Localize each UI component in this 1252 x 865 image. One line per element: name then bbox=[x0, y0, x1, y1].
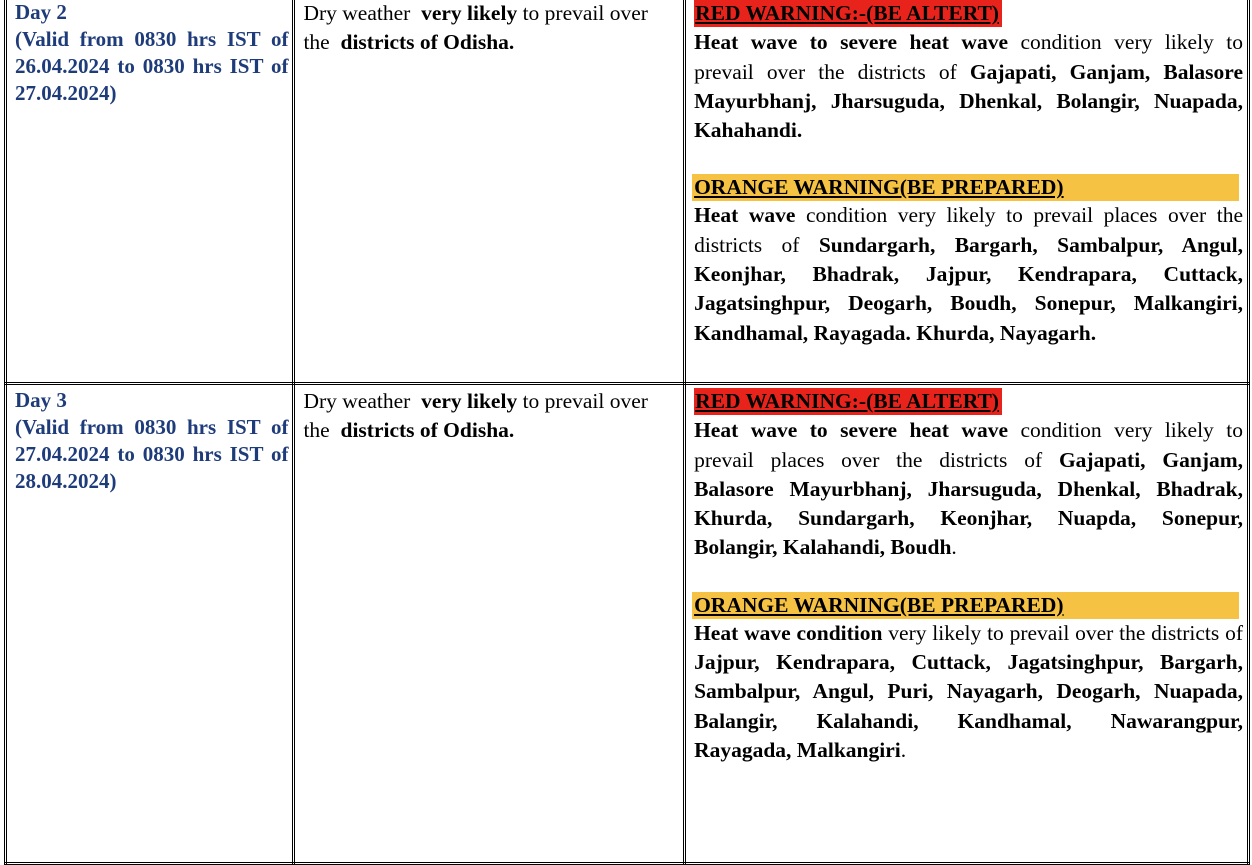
orange-warning-text bbox=[694, 201, 1243, 347]
warning-text: very likely to prevail over the districts of bbox=[888, 620, 1243, 645]
red-warning-text bbox=[694, 28, 1243, 145]
forecast-table bbox=[4, 0, 1250, 865]
district-list: Jajpur, Kendrapara, Cuttack, Jagatsinghpur, Bargarh, Sambalpur, Angul, Puri, Nayagarh, Deogarh, Nuapada, Balangir, Kalahandi, Kandhamal, Nawarangpur, Rayagada, Malkangiri bbox=[694, 650, 1243, 762]
warning-lead: Heat wave bbox=[694, 203, 796, 228]
orange-warning-title: ORANGE WARNING(BE PREPARED) bbox=[692, 174, 1239, 201]
weather-emphasis: very likely bbox=[421, 1, 518, 25]
orange-warning bbox=[694, 174, 1243, 347]
weather-cell bbox=[294, 384, 685, 864]
warning-tail: . bbox=[951, 535, 957, 560]
orange-warning-title: ORANGE WARNING(BE PREPARED) bbox=[692, 592, 1239, 619]
weather-emphasis: districts of Odisha. bbox=[340, 418, 515, 442]
table-row-day-3 bbox=[6, 384, 1249, 864]
red-warning-text bbox=[694, 416, 1243, 562]
district-list: Gajapati, Ganjam, Balasore Mayurbhanj, Jharsuguda, Dhenkal, Bhadrak, Khurda, Sundargarh, Keonjhar, Nuapda, Sonepur, Bolangir, Kalahandi, Boudh bbox=[694, 447, 1244, 560]
warning-text: condition very likely to prevail places over the districts of bbox=[694, 203, 1243, 257]
district-list: Gajapati, Ganjam, Balasore Mayurbhanj, Jharsuguda, Dhenkal, Bolangir, Nuapada, Kahahandi. bbox=[694, 59, 1244, 143]
warning-cell bbox=[685, 0, 1249, 384]
red-warning bbox=[694, 0, 1243, 145]
warning-text: condition very likely to prevail places over the districts of bbox=[694, 418, 1243, 472]
orange-warning-text bbox=[694, 619, 1243, 765]
weather-emphasis: districts of Odisha. bbox=[340, 30, 515, 54]
red-warning-title: RED WARNING:-(BE ALTERT) bbox=[694, 0, 1002, 27]
table-row-day-2 bbox=[6, 0, 1249, 384]
warning-lead: Heat wave to severe heat wave bbox=[694, 30, 1008, 55]
warning-cell bbox=[685, 384, 1249, 864]
weather-text-part: Dry weather bbox=[303, 1, 411, 25]
red-warning-title: RED WARNING:-(BE ALTERT) bbox=[694, 388, 1002, 415]
district-list: Sundargarh, Bargarh, Sambalpur, Angul, Keonjhar, Bhadrak, Jajpur, Kendrapara, Cuttack, Jagatsinghpur, Deogarh, Boudh, Sonepur, Malkangiri, Kandhamal, Rayagada. Khurda, Nayagarh. bbox=[694, 232, 1244, 345]
red-warning bbox=[694, 387, 1243, 563]
weather-emphasis: very likely bbox=[421, 389, 518, 413]
warning-lead: Heat wave condition bbox=[694, 620, 883, 645]
weather-text-part: Dry weather bbox=[303, 389, 411, 413]
warning-lead: Heat wave to severe heat wave bbox=[694, 418, 1008, 443]
weather-text-part: to prevail over the bbox=[303, 1, 648, 54]
day-validity: (Valid from 0830 hrs IST of 27.04.2024 to 0830 hrs IST of 28.04.2024) bbox=[15, 415, 289, 493]
day-cell bbox=[6, 384, 294, 864]
day-cell bbox=[6, 0, 294, 384]
day-label: Day 2 bbox=[15, 0, 67, 24]
orange-warning bbox=[694, 592, 1243, 765]
weather-cell bbox=[294, 0, 685, 384]
weather-text-part: to prevail over the bbox=[303, 389, 648, 442]
warning-text: condition very likely to prevail over the districts of bbox=[694, 30, 1243, 84]
day-validity: (Valid from 0830 hrs IST of 26.04.2024 to 0830 hrs IST of 27.04.2024) bbox=[15, 27, 289, 105]
day-label: Day 3 bbox=[15, 388, 67, 412]
weather-text bbox=[295, 0, 683, 57]
warning-tail: . bbox=[900, 737, 907, 762]
weather-text bbox=[295, 385, 683, 445]
